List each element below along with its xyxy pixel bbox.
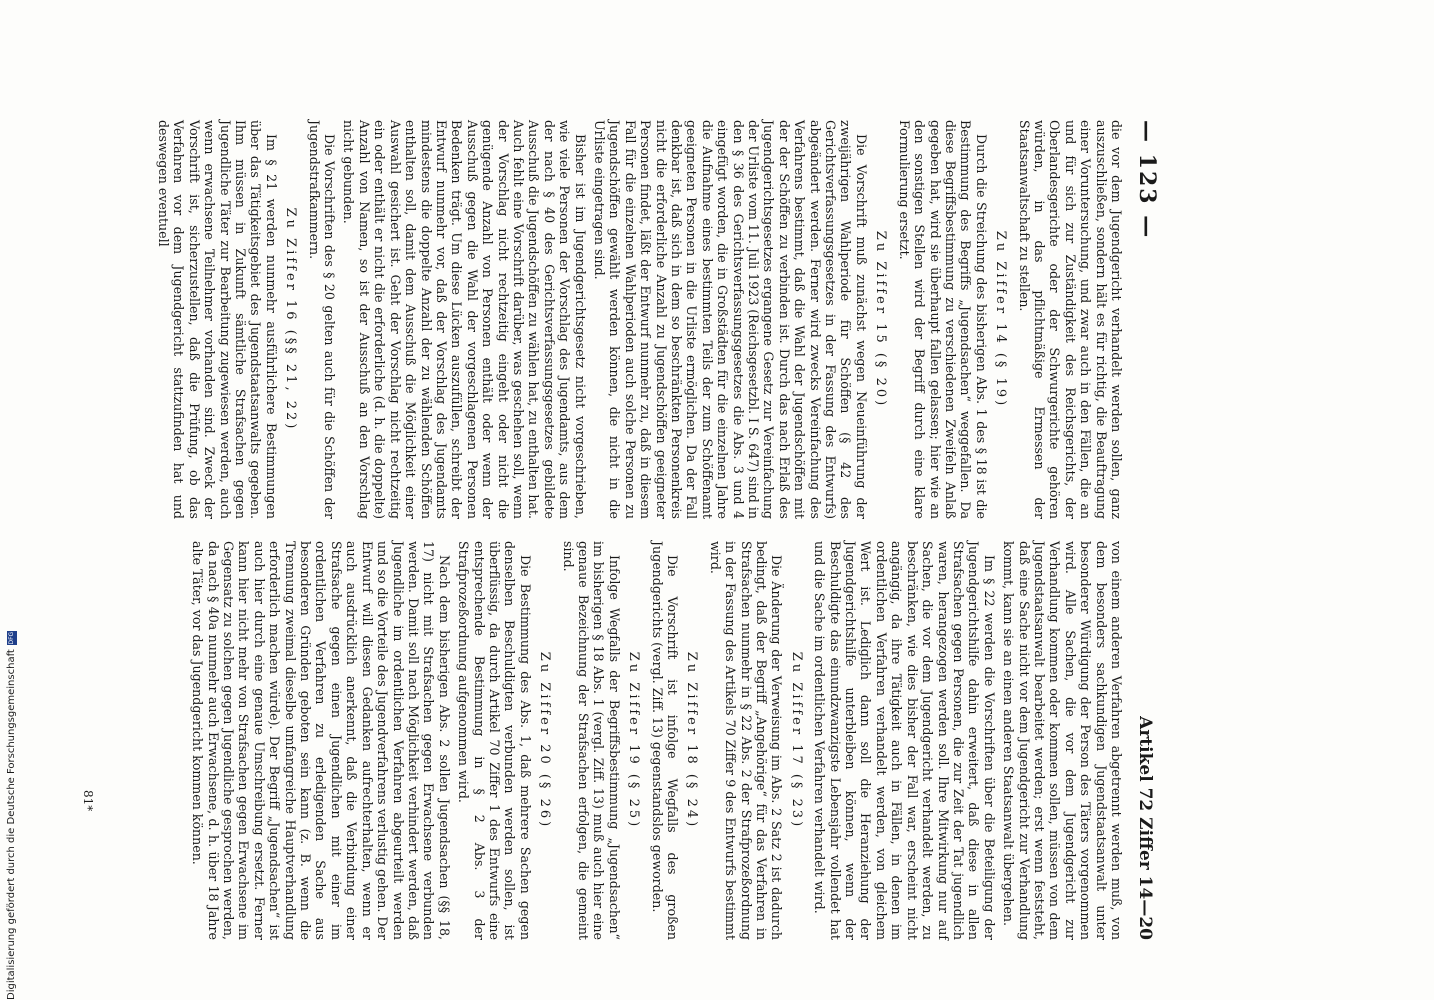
section-heading: Zu Ziffer 18 (§ 24) [684, 651, 700, 830]
section-heading: Zu Ziffer 15 (§ 20) [873, 230, 889, 409]
paragraph: Im § 22 werden die Vorschriften über die Beteiligung der Jugendgerichtshilfe dahin erweitert, daß diese in allen Strafsachen gegen Personen, die zur Zeit der Tat jugendlich waren, herangezogen werden soll. Ihre Mitwirkung nur auf Sachen, die vor dem Jugendgericht verhandelt werden, zu beschränken, wie dies bisher der Fall war, erscheint nicht angängig, da ihre Tätigkeit auch in Fällen, in denen im ordentlichen Verfahren verhandelt werden, von gleichem Wert ist. Lediglich dann soll die Heranziehung der Jugendgerichtshilfe unterbleiben können, wenn der Beschuldigte das einundzwanzigste Lebensjahr vollendet hat und die Sache im ordentlichen Verfahren verhandelt wird. [812, 541, 997, 940]
running-title: Artikel 72 Ziffer 14—20 [1135, 716, 1155, 940]
section-heading: Zu Ziffer 19 (§ 25) [626, 651, 642, 830]
section-heading: Zu Ziffer 20 (§ 26) [537, 651, 553, 830]
paragraph: Im § 21 werden nunmehr ausführlichere Bestimmungen über das Tätigkeitsgebiet des Jugendstaatsanwalts gegeben. Ihm müssen in Zukunft sämtliche Strafsachen gegen Jugendliche Täter zur Bearbeitung zugewiesen werden, auch wenn erwachsene Teilnehmer vorhanden sind. Zweck der Vorschrift ist, sicherzustellen, daß die Prüfung, ob das Verfahren vor dem Jugendgericht stattzufinden hat und deswegen eventuell [156, 120, 279, 519]
paragraph: Die Vorschrift ist infolge Wegfalls des großen Jugendgerichts (vergl. Ziff. 13) gegenstandslos geworden. [649, 541, 681, 940]
paragraph: Infolge Wegfalls der Begriffsbestimmung „Jugendsachen“ im bisherigen § 18 Abs. 1 (vergl. Ziff. 13) muß auch hier eine genaue Bezeichnung der Strafsachen erfolgen, die gemeint sind. [560, 541, 622, 940]
paragraph: Durch die Streichung des bisherigen Abs. 1 des § 18 ist die Bestimmung des Begriffs „Jugendsachen“ weggefallen. Da diese Begriffsbestimmung zu verschiedenen Zweifeln Anlaß gegeben hat, wird sie überhaupt fallen gelassen; hier wie an den sonstigen Stellen wird der Begriff durch eine klare Formulierung ersetzt. [896, 120, 989, 519]
right-column [152, 541, 1124, 940]
paragraph: Die Vorschrift muß zunächst wegen Neueinführung der zweijährigen Wahlperiode für Schöffen (§ 42 des Gerichtsverfassungsgesetzes in der Fassung des Entwurfs) abgeändert werden. Ferner wird zwecks Vereinfachung des Verfahrens bestimmt, daß die Wahl der Jugendschöffen mit der der Schöffen zu verbinden ist. Durch das nach Erlaß des Jugendgerichtsgesetzes ergangene Gesetz zur Vereinfachung der Urliste vom 11. Juli 1923 (Reichsgesetzbl. I S. 647) sind in den § 36 des Gerichtsverfassungsgesetzes die Abs. 3 und 4 eingefügt worden, die in Großstädten für die einzelnen Jahre die Aufnahme eines bestimmten Teils der zum Schöffenamt geeigneten Personen in die Urliste ermöglichen. Da der Fall denkbar ist, daß sich in dem so beschränkten Personenkreis nicht die erforderliche Anzahl zu Jugendschöffen geeigneter Personen findet, läßt der Entwurf nunmehr zu, daß in diesem Fall für die einzelnen Wahlperioden auch solche Personen zu Jugendschöffen gewählt werden können, die nicht in die Urliste eingetragen sind. [592, 120, 869, 519]
paragraph: Die Vorschriften des § 20 gelten auch für die Schöffen der Jugendstrafkammern. [306, 120, 338, 519]
page-header [1134, 120, 1160, 940]
paragraph: Nach dem bisherigen Abs. 2 sollen Jugendsachen (§§ 18, 17) nicht mit Strafsachen gegen Erwachsene verbunden werden. Damit soll nach Möglichkeit verhindert werden, daß Jugendliche im ordentlichen Verfahren abgeurteilt werden und so die Vorteile des Jugendverfahrens verlustig gehen. Der Entwurf will diesen Gedanken aufrechterhalten, wenn er auch ausdrücklich anerkennt, daß die Verbindung einer Strafsache gegen einen Jugendlichen mit einer im ordentlichen Verfahren zu erledigenden Sache aus besonderen Gründen geboten sein kann (z. B. wenn die Trennung zweimal dieselbe umfangreiche Hauptverhandlung erforderlich machen würde). Der Begriff „Jugendsachen“ ist auch hier durch eine genaue Umschreibung ersetzt. Ferner kann hier nicht mehr von Strafsachen gegen Erwachsene im Gegensatz zu solchen gegen Jugendliche gesprochen werden, da nach § 40a nunmehr auch Erwachsene, d. h. über 18 Jahre alte Täter, vor das Jugendgericht kommen können. [190, 541, 452, 940]
paragraph: Die Änderung der Verweisung im Abs. 2 Satz 2 ist dadurch bedingt, daß der Begriff „Angehörige“ für das Verfahren in Strafsachen nunmehr in § 22 Abs. 2 der Strafprozeßordnung in der Fassung des Artikels 70 Ziffer 9 des Entwurfs bestimmt wird. [707, 541, 785, 940]
section-heading: Zu Ziffer 17 (§ 23) [788, 651, 804, 830]
section-heading: Zu Ziffer 14 (§ 19) [993, 230, 1009, 409]
rotated-page-content [20, 80, 1200, 980]
paragraph: Bisher ist im Jugendgerichtsgesetz nicht vorgeschrieben, wie viele Personen der Vorschlag des Jugendamts, aus dem der nach § 40 des Gerichtsverfassungsgesetzes gebildete Ausschuß die Jugendschöffen zu wählen hat, zu enthalten hat. Auch fehlt eine Vorschrift darüber, was geschehen soll, wenn der Vorschlag nicht rechtzeitig eingeht oder nicht die genügende Anzahl von Personen enthält oder wenn der Ausschuß gegen die Wahl der vorgeschlagenen Personen Bedenken trägt. Um diese Lücken auszufüllen, schreibt der Entwurf nunmehr vor, daß der Vorschlag des Jugendamts mindestens die doppelte Anzahl der zu wählenden Schöffen enthalten soll, damit dem Ausschuß die Möglichkeit einer Auswahl gesichert ist. Geht der Vorschlag nicht rechtzeitig ein oder enthält er nicht die erforderliche (d. h. die doppelte) Anzahl von Namen, so ist der Ausschuß an den Vorschlag nicht gebunden. [341, 120, 588, 519]
section-heading: Zu Ziffer 16 (§§ 21, 22) [283, 207, 299, 432]
paragraph: Die Bestimmung des Abs. 1, daß mehrere Sachen gegen denselben Beschuldigten verbunden werden sollen, ist überflüssig, da durch Artikel 70 Ziffer 1 des Entwurfs eine entsprechende Bestimmung in § 2 Abs. 3 der Strafprozeßordnung aufgenommen wird. [456, 541, 533, 940]
page-number: — 123 — [1134, 120, 1160, 240]
paragraph: die vor dem Jugendgericht verhandelt werden sollen, ganz auszuschließen, sondern hält es für richtig, die Beauftragung einer Voruntersuchung, und zwar auch in den Fällen, die an und für sich zur Zuständigkeit des Reichsgerichts, der Oberlandesgerichte oder der Schwurgerichte gehören würden, in das pflichtmäßige Ermessen der Staatsanwaltschaft zu stellen. [1016, 120, 1124, 519]
text-columns [152, 120, 1124, 940]
left-column [152, 120, 1124, 519]
dfg-logo-icon: DFG [7, 631, 15, 645]
signature-mark: 81* [81, 790, 95, 812]
paragraph: von einem anderen Verfahren abgetrennt werden muß, von dem besonders sachkundigen Jugendstaatsanwalt unter besonderer Würdigung der Person des Täters vorgenommen wird. Alle Sachen, die vor dem Jugendgericht zur Verhandlung kommen oder kommen sollen, müssen von dem Jugendstaatsanwalt bearbeitet werden; erst wenn feststeht, daß eine Sache nicht vor dem Jugendgericht zur Verhandlung kommt, kann sie an einen anderen Staatsanwalt übergehen. [1001, 541, 1124, 940]
digitization-note [6, 620, 17, 1000]
digitization-text: Digitalisierung gefördert durch die Deutsche Forschungsgemeinschaft [6, 649, 17, 1000]
